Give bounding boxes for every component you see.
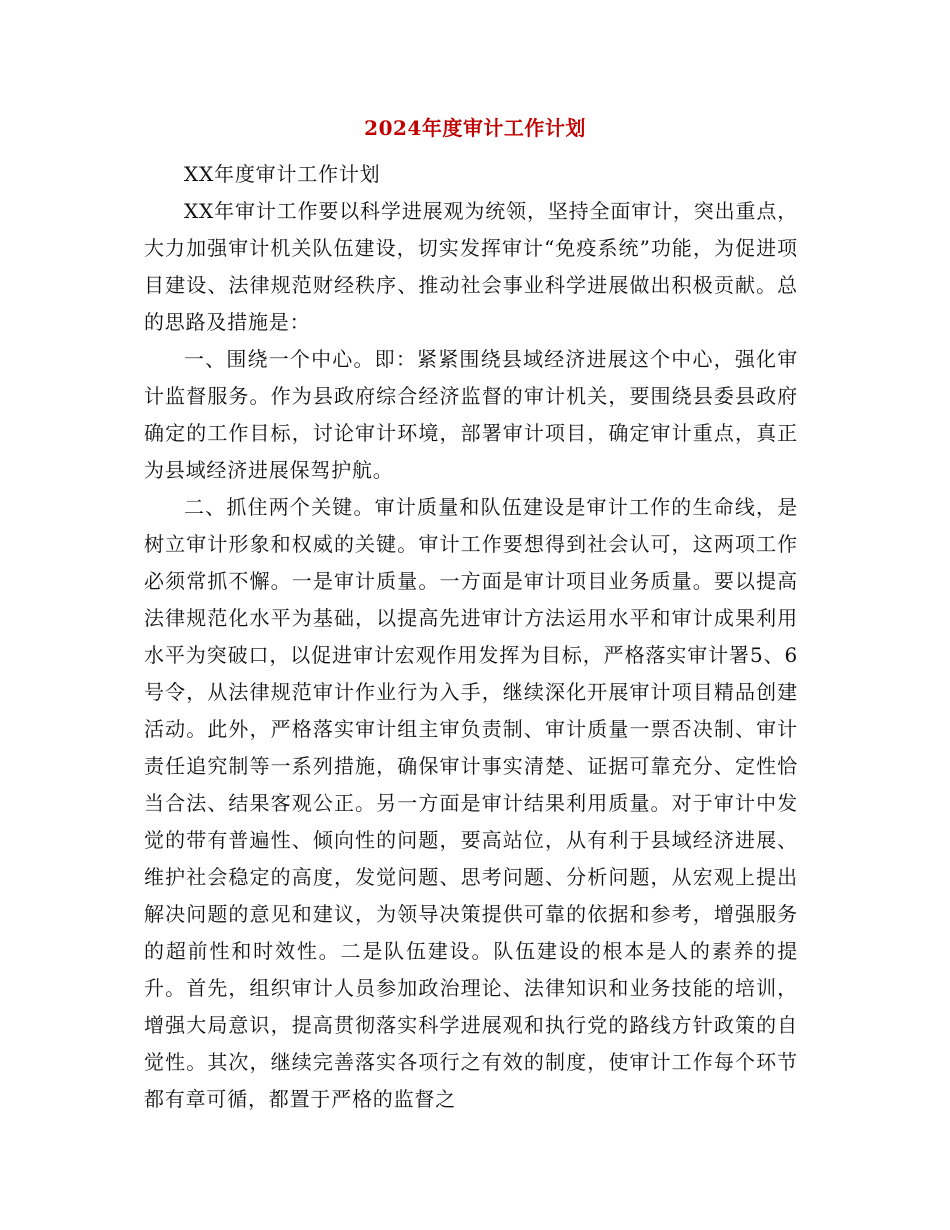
document-title: 2024年度审计工作计划 — [364, 116, 586, 140]
paragraph-section-two: 二、抓住两个关键。审计质量和队伍建设是审计工作的生命线，是树立审计形象和权威的关键。审计工作要想得到社会认可，这两项工作必须常抓不懈。一是审计质量。一方面是审计项目业务质量。要以提高法律规范化水平为基础，以提高先进审计方法运用水平和审计成果利用水平为突破口，以促进审计宏观作用发挥为目标，严格落实审计署5、6号令，从法律规范审计作业行为入手，继续深化开展审计项目精品创建活动。此外，严格落实审计组主审负责制、审计质量一票否决制、审计责任追究制等一系列措施，确保审计事实清楚、证据可靠充分、定性恰当合法、结果客观公正。另一方面是审计结果利用质量。对于审计中发觉的带有普遍性、倾向性的问题，要高站位，从有利于县域经济进展、维护社会稳定的高度，发觉问题、思考问题、分析问题，从宏观上提出解决问题的意见和建议，为领导决策提供可靠的依据和参考，增强服务的超前性和时效性。二是队伍建设。队伍建设的根本是人的素养的提升。首先，组织审计人员参加政治理论、法律知识和业务技能的培训，增强大局意识，提高贯彻落实科学进展观和执行党的路线方针政策的自觉性。其次，继续完善落实各项行之有效的制度，使审计工作每个环节都有章可循，都置于严格的监督之 — [144, 495, 798, 1111]
paragraph-subtitle: XX年度审计工作计划 — [184, 162, 381, 186]
document-body — [144, 156, 798, 1118]
paragraph-intro: XX年审计工作要以科学进展观为统领，坚持全面审计，突出重点，大力加强审计机关队伍建设，切实发挥审计“免疫系统”功能，为促进项目建设、法律规范财经秩序、推动社会事业科学进展做出积极贡献。总的思路及措施是： — [144, 199, 798, 334]
paragraph-section-one: 一、围绕一个中心。即：紧紧围绕县域经济进展这个中心，强化审计监督服务。作为县政府综合经济监督的审计机关，要围绕县委县政府确定的工作目标，讨论审计环境，部署审计项目，确定审计重点，真正为县域经济进展保驾护航。 — [144, 347, 798, 482]
